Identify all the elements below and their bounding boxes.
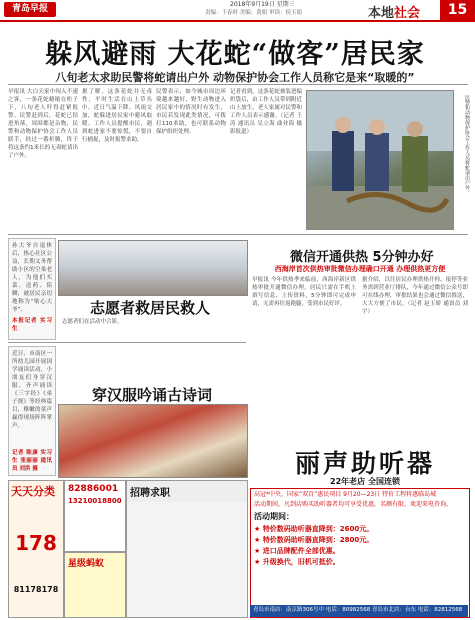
sidebar-byline: 本报记者 实习生 (12, 318, 52, 332)
kids-byline: 记者 陈康 实习生 张丽丽 通讯员 刘洪 摄 (12, 450, 52, 472)
lead-column-1: 早报讯 大白天家中闯入不速之客，一条花蛇蜷缩在柜子下，八旬老人吓得赶紧报警。民警赶到后，花蛇已钻进角落，周围都是杂物，民警和动物保护协会工作人员联手，经过一番折腾，终于将这条约1米长的无毒蛇请出了户外。 (8, 89, 78, 159)
heating-subtitle: 西海岸首次供热审批微信办理确口开通 办理供热更方便 (274, 265, 446, 273)
ad-item: ★ 升级换代，旧机可抵价。 (254, 558, 340, 566)
sidebar-story-box (8, 238, 56, 340)
newspaper-logo: 青岛早报 (4, 2, 56, 17)
sidebar-story-text: 孙大爷自退休后，热心社区公益，长期义务帮助小区的空巢老人，为他们买菜、送药、陪聊，被居民亲切地称为“贴心大爷”。 (12, 243, 52, 313)
section-title (368, 2, 420, 21)
lead-column-2: 据了解，这条花蛇并无毒性，平时生活在山上草丛中。近日气温下降、风雨交加，蛇躲进居民家中避风取暖。工作人员提醒市民，遇到蛇进家不要惊慌，不要自行捕捉，及时报警求助。 (82, 89, 152, 143)
lead-headline: 躲风避雨 大花蛇“做客”居民家 (45, 39, 425, 70)
ad-intro: 活动期间，凡到店购买助听器者均可享受优惠，名额有限，欢迎来电咨询。 (254, 501, 453, 508)
volunteer-photo (58, 240, 248, 296)
kids-story-text: 近日，市南区一所幼儿园开展国学诵读活动，小朋友们身穿汉服，齐声诵读《三字经》《弟子规》等经典篇目，稚嫩的童声赢得现场阵阵掌声。 (12, 351, 52, 429)
ad-activity-label: 活动期间： (254, 512, 294, 521)
ad-top-line: 高冠*中央，国家“双百”惠民项目 9月20—23日 特价工程将惠临岛城 (254, 491, 437, 498)
volunteer-title: 志愿者救居民救人 (90, 299, 211, 317)
lead-column-3: 民警表示，如今城市周边环境越来越好，野生动物进入居民家中的情况时有发生，市民若发现此类情况，可拨打110求助，也可联系动物保护组织处理。 (156, 89, 226, 135)
kids-title: 穿汉服吟诵古诗词 (92, 386, 213, 404)
ad-subtitle: 22年老店 全国连锁 (330, 477, 400, 486)
ad-addresses: 青岛市南店：南京路306号中 电话：80982568 青岛市北店：台东 电话：82812568 (250, 605, 468, 617)
classified-number: 178 (15, 531, 57, 555)
editors-line: 责编：于春时 美编：黄娟 审读：侯玉娟 (205, 10, 302, 16)
classified-ad-3-title: 招聘求职 (127, 481, 247, 502)
ad-item: ★ 特价数码助听器直降到：2800元。 (254, 536, 374, 544)
classified-ad-1 (8, 480, 64, 618)
lead-subhead: 八旬老太求助民警将蛇请出户外 动物保护协会工作人员称它是来“取暖的” (55, 71, 415, 84)
photo-caption: 民警和动物保护协会工作人员将蛇请出户外。 (464, 95, 470, 195)
section-prefix: 本地 (368, 6, 395, 21)
classified-ad-2-title: 星级蚂蚁 (68, 559, 105, 569)
volunteer-caption: 志愿者们在活动中合影。 (62, 319, 123, 325)
classified-ad-2 (64, 552, 126, 618)
heating-title: 微信开通供热 5分钟办好 (290, 250, 434, 265)
ad-item: ★ 进口品牌配件全部优惠。 (254, 547, 340, 555)
divider (8, 234, 468, 235)
classified-phone: 82886001 (68, 484, 119, 494)
classified-ad-3 (126, 480, 248, 618)
page-number: 15 (440, 0, 475, 20)
divider (8, 84, 468, 85)
ad-box (250, 488, 470, 618)
ad-item: ★ 特价数码助听器直降到：2600元。 (254, 525, 374, 533)
kids-story-box (8, 346, 56, 476)
lead-column-4: 记者看到，这条花蛇被装进编织袋后，由工作人员带到附近山上放生。老人家属对民警和工作人员表示感谢。（记者 王涛 通讯员 吴立海 曲业海 摄影报道） (230, 89, 302, 135)
snake-rescue-photo (306, 90, 454, 230)
heating-column-2: 据介绍，以往居民办理供热开栓、报停等业务需到营业厅排队，今年通过微信公众号即可在线办理，审批结果也会通过微信推送，大大方便了市民。（记者 赵玉娇 通讯员 刘宇） (362, 277, 468, 315)
photo-illustration (307, 91, 453, 229)
issue-date: 2018年9月19日 星期三 (230, 1, 295, 8)
classified-phone-2: 13210018800 (68, 497, 122, 505)
classified-ad-phone (64, 480, 126, 552)
kids-hanfu-photo (58, 404, 248, 478)
ad-title: 丽声助听器 (294, 449, 435, 478)
classified-title: 天天分类 (11, 485, 55, 498)
heating-column-1: 早报讯 今年供热季来临前，西海岸新区供热审批开通微信办理，居民只需在手机上填写信息、上传资料，5分钟即可完成申请，无需再往返跑腿，受到市民好评。 (252, 277, 356, 307)
section-name: 社会 (394, 6, 421, 21)
classified-phone-bottom: 81178178 (13, 585, 59, 594)
divider (8, 342, 246, 343)
